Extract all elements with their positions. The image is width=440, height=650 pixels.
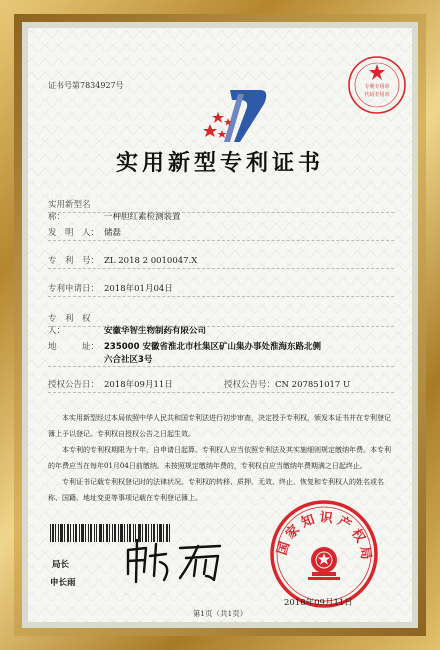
divider bbox=[48, 392, 394, 393]
field-row-grant-date bbox=[48, 378, 408, 390]
grant-number-value: CN 207851017 U bbox=[275, 380, 351, 390]
page-indicator: 第1页（共1页） bbox=[192, 609, 248, 618]
body-paragraph: 本专利的专利权期限为十年，自申请日起算。专利权人应当依照专利法及其实施细则规定缴纳年费。本专利的年费应当在每年01月04日前缴纳。未按照规定缴纳年费的，专利权自应当缴纳年费期满之日起终止。 bbox=[48, 446, 391, 470]
official-seal-icon bbox=[268, 498, 380, 610]
divider bbox=[48, 212, 394, 213]
field-label: 专 利 号： bbox=[48, 256, 100, 266]
body-paragraph: 专利证书记载专利权登记时的法律状况。专利权的转移、质押、无效、终止、恢复和专利权人的姓名或名称、国籍、地址变更等事项记载在专利登记簿上。 bbox=[48, 478, 384, 502]
field-value: 安徽华智生物制药有限公司 bbox=[104, 326, 207, 336]
field-value: 一种胆红素检测装置 bbox=[104, 212, 181, 222]
divider bbox=[48, 268, 394, 269]
field-row-patent-number bbox=[48, 254, 388, 266]
divider bbox=[48, 366, 394, 367]
field-value: 2018年01月04日 bbox=[104, 284, 173, 294]
field-row-inventor bbox=[48, 226, 388, 238]
divider bbox=[48, 326, 394, 327]
signature-name: 申长雨 bbox=[50, 578, 76, 588]
stamp-line-1: 专利专用章 bbox=[364, 84, 390, 90]
stamp-line-2: 代码专用章 bbox=[364, 92, 390, 98]
certificate-paper bbox=[22, 22, 418, 628]
seal-date: 2018年09月11日 bbox=[284, 598, 353, 608]
divider bbox=[48, 296, 394, 297]
handwritten-signature-icon bbox=[120, 536, 230, 586]
certificate-title: 实用新型专利证书 bbox=[115, 151, 324, 176]
cnipa-logo-icon bbox=[200, 80, 272, 150]
address-line-2: 六合社区3号 bbox=[104, 355, 153, 365]
field-value: 储磊 bbox=[104, 228, 122, 238]
body-paragraph: 本实用新型经过本局依照中华人民共和国专利法进行初步审查，决定授予专利权，颁发本证书并在专利登记簿上予以登记。专利权自授权公告之日起生效。 bbox=[48, 414, 391, 438]
seal-text: 国家知识产权局 bbox=[274, 510, 374, 565]
field-row-filing-date bbox=[48, 282, 388, 294]
field-label: 实用新型名称： bbox=[48, 200, 91, 222]
certificate-body bbox=[48, 410, 394, 506]
divider bbox=[48, 240, 394, 241]
field-label: 发 明 人： bbox=[48, 228, 100, 238]
field-label: 授权公告日： bbox=[48, 380, 100, 390]
signature-role: 局长 bbox=[52, 560, 70, 570]
field-row-address bbox=[48, 340, 388, 352]
field-label: 地 址： bbox=[48, 342, 100, 352]
field-value: 2018年09月11日 bbox=[104, 380, 173, 390]
field-row-patentee bbox=[48, 312, 388, 336]
field-row-name bbox=[48, 198, 388, 222]
field-label: 专利申请日： bbox=[48, 284, 100, 294]
field-label: 专 利 权 人： bbox=[48, 314, 100, 336]
certificate-number: 证书号第7834927号 bbox=[48, 81, 124, 90]
field-value: ZL 2018 2 0010047.X bbox=[104, 256, 198, 266]
registration-stamp-icon bbox=[346, 54, 408, 116]
field-value: 235000 安徽省淮北市杜集区矿山集办事处淮海东路北侧 bbox=[104, 342, 321, 352]
grant-number-label: 授权公告号： bbox=[224, 380, 276, 390]
